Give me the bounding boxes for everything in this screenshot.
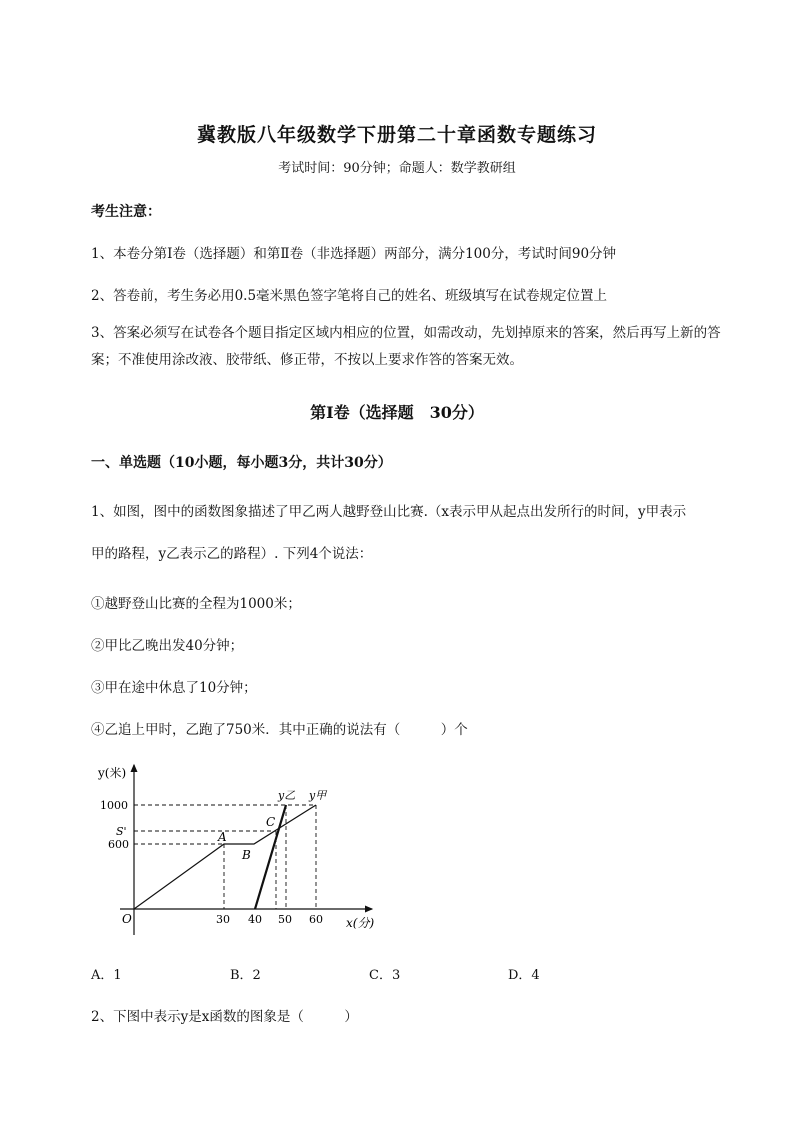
part-title: 一、单选题（10小题，每小题3分，共计30分） [91, 455, 392, 471]
q1-statement-4: ④乙追上甲时，乙跑了750米．其中正确的说法有（ ）个 [91, 722, 468, 738]
dashed-guides [134, 805, 316, 909]
y-tick-s-prime: S' [116, 825, 127, 838]
line-jia [134, 805, 316, 909]
point-a-label: A [218, 830, 227, 844]
notice-item-3: 3、答案必须写在试卷各个题目指定区域内相应的位置，如需改动，先划掉原来的答案，然后再写上新的答案；不准使用涂改液、胶带纸、修正带，不按以上要求作答的答案无效。 [91, 325, 721, 368]
x-axis-label: x(分) [346, 916, 375, 930]
x-tick-60: 60 [309, 913, 323, 926]
q1-statement-3: ③甲在途中休息了10分钟； [91, 680, 257, 696]
q1-stem-line1: 1、如图，图中的函数图象描述了甲乙两人越野登山比赛.（x表示甲从起点出发所行的时间，y甲表示 [91, 504, 687, 520]
q2-stem: 2、下图中表示y是x函数的图象是（ ） [91, 1009, 358, 1025]
q1-function-graph [90, 755, 390, 940]
origin-label: O [122, 912, 132, 926]
line-yi-label: y乙 [278, 789, 296, 802]
point-b-label: B [242, 848, 251, 862]
q1-choice-a: A．1 [91, 968, 122, 983]
point-c-label: C [266, 815, 276, 829]
q1-stem-line2: 甲的路程，y乙表示乙的路程）. 下列4个说法： [91, 546, 373, 562]
line-jia-label: y甲 [309, 789, 327, 802]
y-tick-600: 600 [108, 838, 129, 851]
notice-item-2: 2、答卷前，考生务必用0.5毫米黑色签字笔将自己的姓名、班级填写在试卷规定位置上 [91, 288, 608, 304]
exam-info: 考试时间：90分钟；命题人：数学教研组 [278, 161, 516, 176]
page-title: 冀教版八年级数学下册第二十章函数专题练习 [196, 124, 597, 146]
q1-choice-d: D．4 [508, 968, 540, 983]
q1-statement-2: ②甲比乙晚出发40分钟； [91, 638, 244, 654]
x-tick-30: 30 [216, 913, 230, 926]
q1-statement-1: ①越野登山比赛的全程为1000米； [91, 596, 301, 612]
notice-heading: 考生注意： [91, 204, 161, 220]
x-tick-50: 50 [278, 913, 292, 926]
q1-choice-b: B．2 [230, 968, 261, 983]
y-tick-1000: 1000 [100, 799, 128, 812]
x-tick-40: 40 [248, 913, 262, 926]
q1-choice-c: C．3 [369, 968, 401, 983]
section-title: 第I卷（选择题 30分） [310, 403, 484, 422]
notice-item-1: 1、本卷分第I卷（选择题）和第Ⅱ卷（非选择题）两部分，满分100分，考试时间90分钟 [91, 246, 617, 262]
y-axis-label: y(米) [98, 766, 127, 780]
